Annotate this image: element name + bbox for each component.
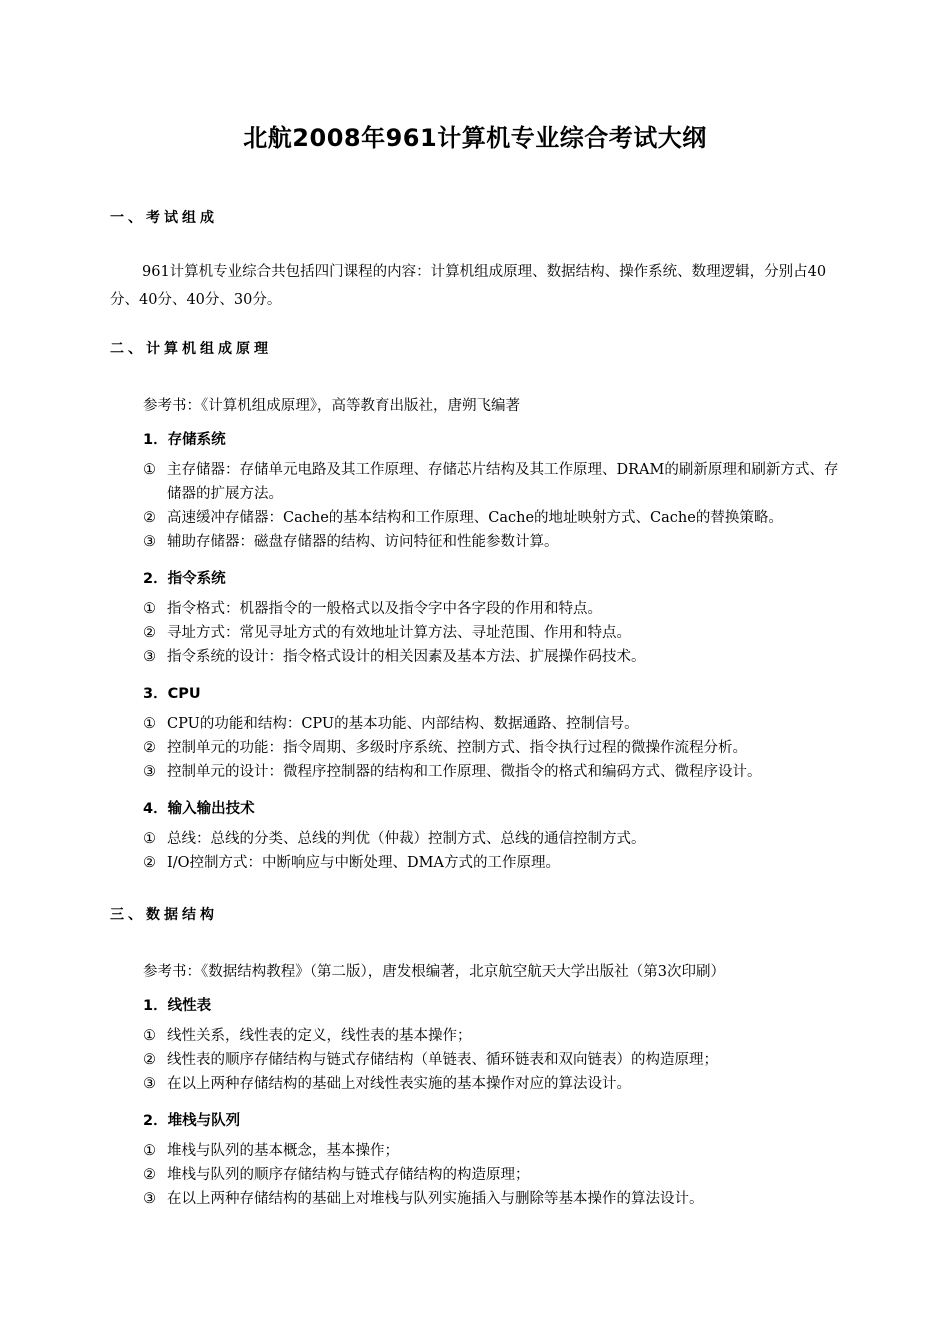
item-number: ③ <box>143 764 156 780</box>
list-item <box>143 621 845 645</box>
list-item <box>143 597 845 621</box>
item-number: ① <box>143 462 156 478</box>
item-number: ② <box>143 1052 156 1068</box>
item-number: ③ <box>143 1076 156 1092</box>
list-item <box>143 1163 845 1187</box>
list-item <box>143 851 845 875</box>
subheading-storage-system: 1．存储系统 <box>143 432 226 448</box>
list-item <box>143 1072 845 1096</box>
item-number: ② <box>143 740 156 756</box>
section-heading-computer-organization: 二、计算机组成原理 <box>110 341 272 357</box>
item-text: 线性表的顺序存储结构与链式存储结构（单链表、循环链表和双向链表）的构造原理； <box>167 1052 718 1068</box>
item-text: 堆栈与队列的顺序存储结构与链式存储结构的构造原理； <box>167 1167 530 1183</box>
item-text: 总线：总线的分类、总线的判优（仲裁）控制方式、总线的通信控制方式。 <box>167 831 646 847</box>
item-number: ② <box>143 855 156 871</box>
list-item <box>143 736 845 760</box>
item-number: ① <box>143 601 156 617</box>
list-item <box>143 712 845 736</box>
item-number: ② <box>143 1167 156 1183</box>
section-paragraph-exam-composition: 961计算机专业综合共包括四门课程的内容：计算机组成原理、数据结构、操作系统、数理逻辑，分别占40分、40分、40分、30分。 <box>110 264 827 308</box>
item-number: ① <box>143 1028 156 1044</box>
item-text: 线性关系，线性表的定义，线性表的基本操作； <box>167 1028 472 1044</box>
item-text: 指令格式：机器指令的一般格式以及指令字中各字段的作用和特点。 <box>167 601 602 617</box>
list-item <box>143 1048 845 1072</box>
item-number: ① <box>143 716 156 732</box>
subheading-cpu: 3．CPU <box>143 686 201 702</box>
item-text: 控制单元的设计：微程序控制器的结构和工作原理、微指令的格式和编码方式、微程序设计。 <box>167 764 762 780</box>
section-heading-data-structures: 三、数据结构 <box>110 907 218 923</box>
item-number: ① <box>143 1143 156 1159</box>
item-number: ③ <box>143 649 156 665</box>
item-text: 高速缓冲存储器：Cache的基本结构和工作原理、Cache的地址映射方式、Cache的替换策略。 <box>167 510 783 526</box>
list-item <box>143 760 845 784</box>
item-text: I/O控制方式：中断响应与中断处理、DMA方式的工作原理。 <box>167 855 560 871</box>
reference-book-computer-organization: 参考书：《计算机组成原理》，高等教育出版社，唐朔飞编著 <box>143 398 520 414</box>
item-text: 寻址方式：常见寻址方式的有效地址计算方法、寻址范围、作用和特点。 <box>167 625 631 641</box>
item-text: 在以上两种存储结构的基础上对线性表实施的基本操作对应的算法设计。 <box>167 1076 631 1092</box>
list-item <box>143 530 845 554</box>
list-item <box>143 645 845 669</box>
item-number: ③ <box>143 1191 156 1207</box>
subheading-linear-list: 1．线性表 <box>143 998 212 1014</box>
item-text: 堆栈与队列的基本概念，基本操作； <box>167 1143 399 1159</box>
item-number: ① <box>143 831 156 847</box>
subheading-instruction-system: 2．指令系统 <box>143 571 226 587</box>
item-number: ② <box>143 625 156 641</box>
item-text: 主存储器：存储单元电路及其工作原理、存储芯片结构及其工作原理、DRAM的刷新原理和刷新方式、存储器的扩展方法。 <box>167 462 839 502</box>
list-item <box>143 1024 845 1048</box>
section-heading-exam-composition: 一、考试组成 <box>110 210 218 226</box>
item-number: ② <box>143 510 156 526</box>
list-item <box>143 458 845 506</box>
item-text: 辅助存储器：磁盘存储器的结构、访问特征和性能参数计算。 <box>167 534 559 550</box>
list-item <box>143 1187 845 1211</box>
list-item <box>143 506 845 530</box>
reference-book-data-structures: 参考书：《数据结构教程》（第二版），唐发根编著，北京航空航天大学出版社（第3次印刷） <box>143 964 725 980</box>
list-item <box>143 827 845 851</box>
item-number: ③ <box>143 534 156 550</box>
item-text: 在以上两种存储结构的基础上对堆栈与队列实施插入与删除等基本操作的算法设计。 <box>167 1191 704 1207</box>
list-item <box>143 1139 845 1163</box>
item-text: 控制单元的功能：指令周期、多级时序系统、控制方式、指令执行过程的微操作流程分析。 <box>167 740 747 756</box>
subheading-io-technology: 4．输入输出技术 <box>143 801 255 817</box>
item-text: 指令系统的设计：指令格式设计的相关因素及基本方法、扩展操作码技术。 <box>167 649 646 665</box>
document-title: 北航2008年961计算机专业综合考试大纲 <box>243 124 707 152</box>
item-text: CPU的功能和结构：CPU的基本功能、内部结构、数据通路、控制信号。 <box>167 716 639 732</box>
subheading-stack-and-queue: 2．堆栈与队列 <box>143 1113 241 1129</box>
